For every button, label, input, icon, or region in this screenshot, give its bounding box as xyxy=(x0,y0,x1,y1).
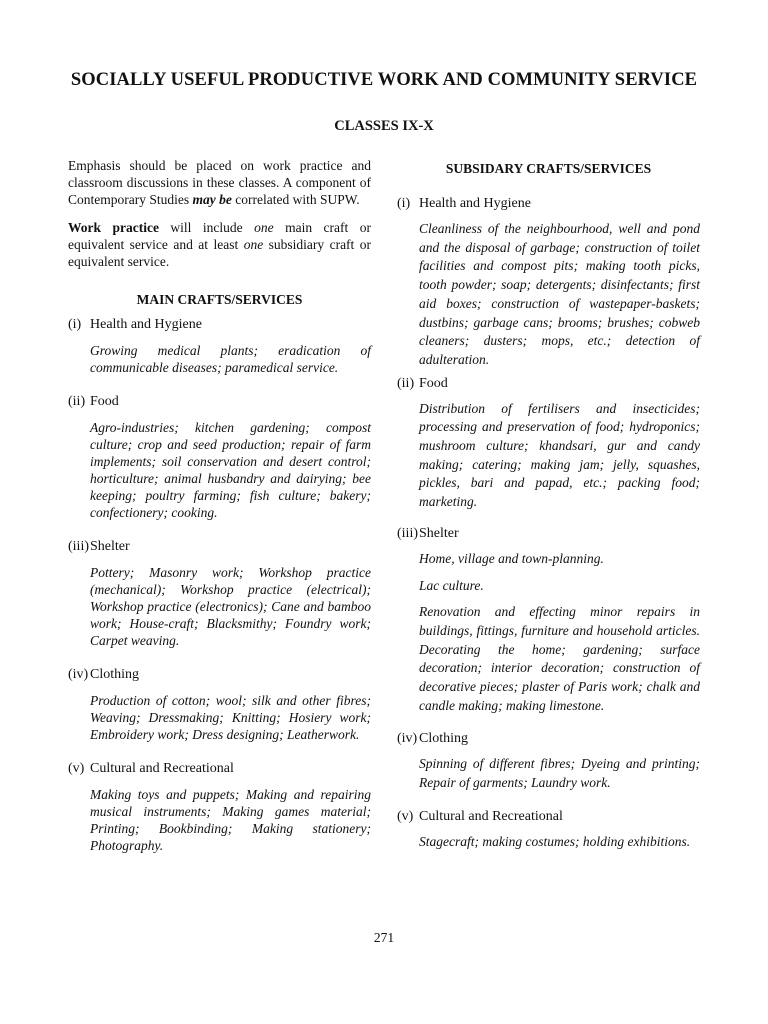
work-practice-label: Work practice xyxy=(68,220,159,235)
subsidiary-item-description: Cleanliness of the neighbourhood, well and pond and the disposal of garbage; construction of toilet facilities and compost pits; making tooth picks, tooth powder; soap; detergents; disinfectants; first aid boxes; construction of wastepaper-baskets; dustbins; garbage cans; brooms; brushes; cobweb cleaners; dusters; mops, etc.; detection of adulteration. xyxy=(419,221,700,367)
intro-paragraph xyxy=(68,157,371,208)
main-item-description: Pottery; Masonry work; Workshop practice (mechanical); Workshop practice (electrical); Workshop practice (electronics); Cane and bamboo work; House-craft; Blacksmithy; Foundry work; Carpet weaving. xyxy=(90,565,371,648)
subsidiary-item-heading xyxy=(397,525,700,542)
subsidiary-item-description: Stagecraft; making costumes; holding exhibitions. xyxy=(419,833,691,849)
subsidiary-item-heading xyxy=(397,375,700,392)
main-item-label: Cultural and Recreational xyxy=(90,761,234,776)
subsidiary-item-label: Cultural and Recreational xyxy=(419,808,563,824)
subsidiary-item-text: Home, village and town-planning. xyxy=(419,550,604,566)
main-item-number: (i) xyxy=(68,317,82,332)
main-item-label: Food xyxy=(90,394,119,409)
right-column xyxy=(397,157,700,852)
subsidiary-item-label: Food xyxy=(419,375,448,391)
subsidiary-item-number: (v) xyxy=(397,808,414,824)
subsidiary-item-label: Shelter xyxy=(419,525,459,541)
subsidiary-item-number: (iii) xyxy=(397,525,418,541)
subsidiary-crafts-heading: SUBSIDARY CRAFTS/SERVICES xyxy=(445,161,652,176)
main-item-heading xyxy=(68,316,371,333)
main-item-number: (iii) xyxy=(68,539,89,554)
intro-emphasis: may be xyxy=(192,192,232,207)
main-item-heading xyxy=(68,666,371,683)
work-practice-text: main craft or equivalent service and at least xyxy=(68,220,371,252)
page-number: 271 xyxy=(373,930,395,945)
main-crafts-heading: MAIN CRAFTS/SERVICES xyxy=(136,292,303,307)
main-item-description: Growing medical plants; eradication of communicable diseases; paramedical service. xyxy=(90,343,371,375)
main-item-description: Making toys and puppets; Making and repairing musical instruments; Making games material; Printing; Bookbinding; Making stationery; Photography. xyxy=(90,787,371,853)
subsidiary-item-description: Distribution of fertilisers and insecticides; processing and preservation of food; hydroponics; mushroom culture; khandsari, gur and candy making; catering; making jam; jelly, squashes, pickles, bari and papad, etc.; packing food; marketing. xyxy=(419,400,700,510)
subsidiary-item-text: Lac culture. xyxy=(419,577,484,593)
work-practice-paragraph xyxy=(68,219,371,270)
subsidiary-item-label: Clothing xyxy=(419,731,469,747)
main-item-heading xyxy=(68,538,371,555)
work-practice-text: will include xyxy=(158,220,255,235)
subsidiary-item-heading xyxy=(397,195,700,212)
page-subtitle: CLASSES IX-X xyxy=(334,118,434,134)
subsidiary-item-text: Renovation and effecting minor repairs in buildings, fittings, furniture and household articles. Decorating the home; gardening; surface decoration; interior decoration; construction of decorative pieces; plaster of Paris work; chalk and candle making; making limestone. xyxy=(419,604,700,713)
subsidiary-item-description: Spinning of different fibres; Dyeing and printing; Repair of garments; Laundry work. xyxy=(419,756,700,791)
main-item-label: Health and Hygiene xyxy=(90,317,202,332)
work-practice-emphasis: one xyxy=(243,237,264,252)
subsidiary-item-heading xyxy=(397,808,700,825)
main-item-number: (ii) xyxy=(68,394,86,409)
work-practice-text: subsidiary craft or equivalent service. xyxy=(68,237,372,269)
subsidiary-item-label: Health and Hygiene xyxy=(419,196,531,211)
page-title: SOCIALLY USEFUL PRODUCTIVE WORK AND COMMUNITY SERVICE xyxy=(70,70,698,90)
subsidiary-item-number: (iv) xyxy=(397,731,418,747)
left-column xyxy=(68,157,371,854)
main-item-heading xyxy=(68,393,371,410)
main-item-description: Agro-industries; kitchen gardening; compost culture; crop and seed production; repair of farm implements; soil conservation and desert control; horticulture; animal husbandry and dairying; bee keeping; poultry farming; fish culture; bakery; confectionery; cooking. xyxy=(90,420,371,520)
main-item-description: Production of cotton; wool; silk and other fibres; Weaving; Dressmaking; Knitting; Hosiery work; Embroidery work; Dress designing; Leatherwork. xyxy=(90,693,371,742)
main-item-label: Shelter xyxy=(90,539,130,554)
intro-text: correlated with SUPW. xyxy=(231,192,360,207)
main-item-number: (iv) xyxy=(68,667,89,682)
main-item-number: (v) xyxy=(68,761,85,776)
subsidiary-item-number: (ii) xyxy=(397,375,415,391)
work-practice-emphasis: one xyxy=(254,220,274,235)
main-item-label: Clothing xyxy=(90,667,140,682)
subsidiary-item-description xyxy=(419,550,700,716)
main-item-heading xyxy=(68,760,371,777)
intro-text: Emphasis should be placed on work practice and classroom discussions in these classes. A component of Contemporary Studies xyxy=(68,158,371,207)
subsidiary-item-heading xyxy=(397,730,700,747)
subsidiary-item-number: (i) xyxy=(397,196,411,211)
